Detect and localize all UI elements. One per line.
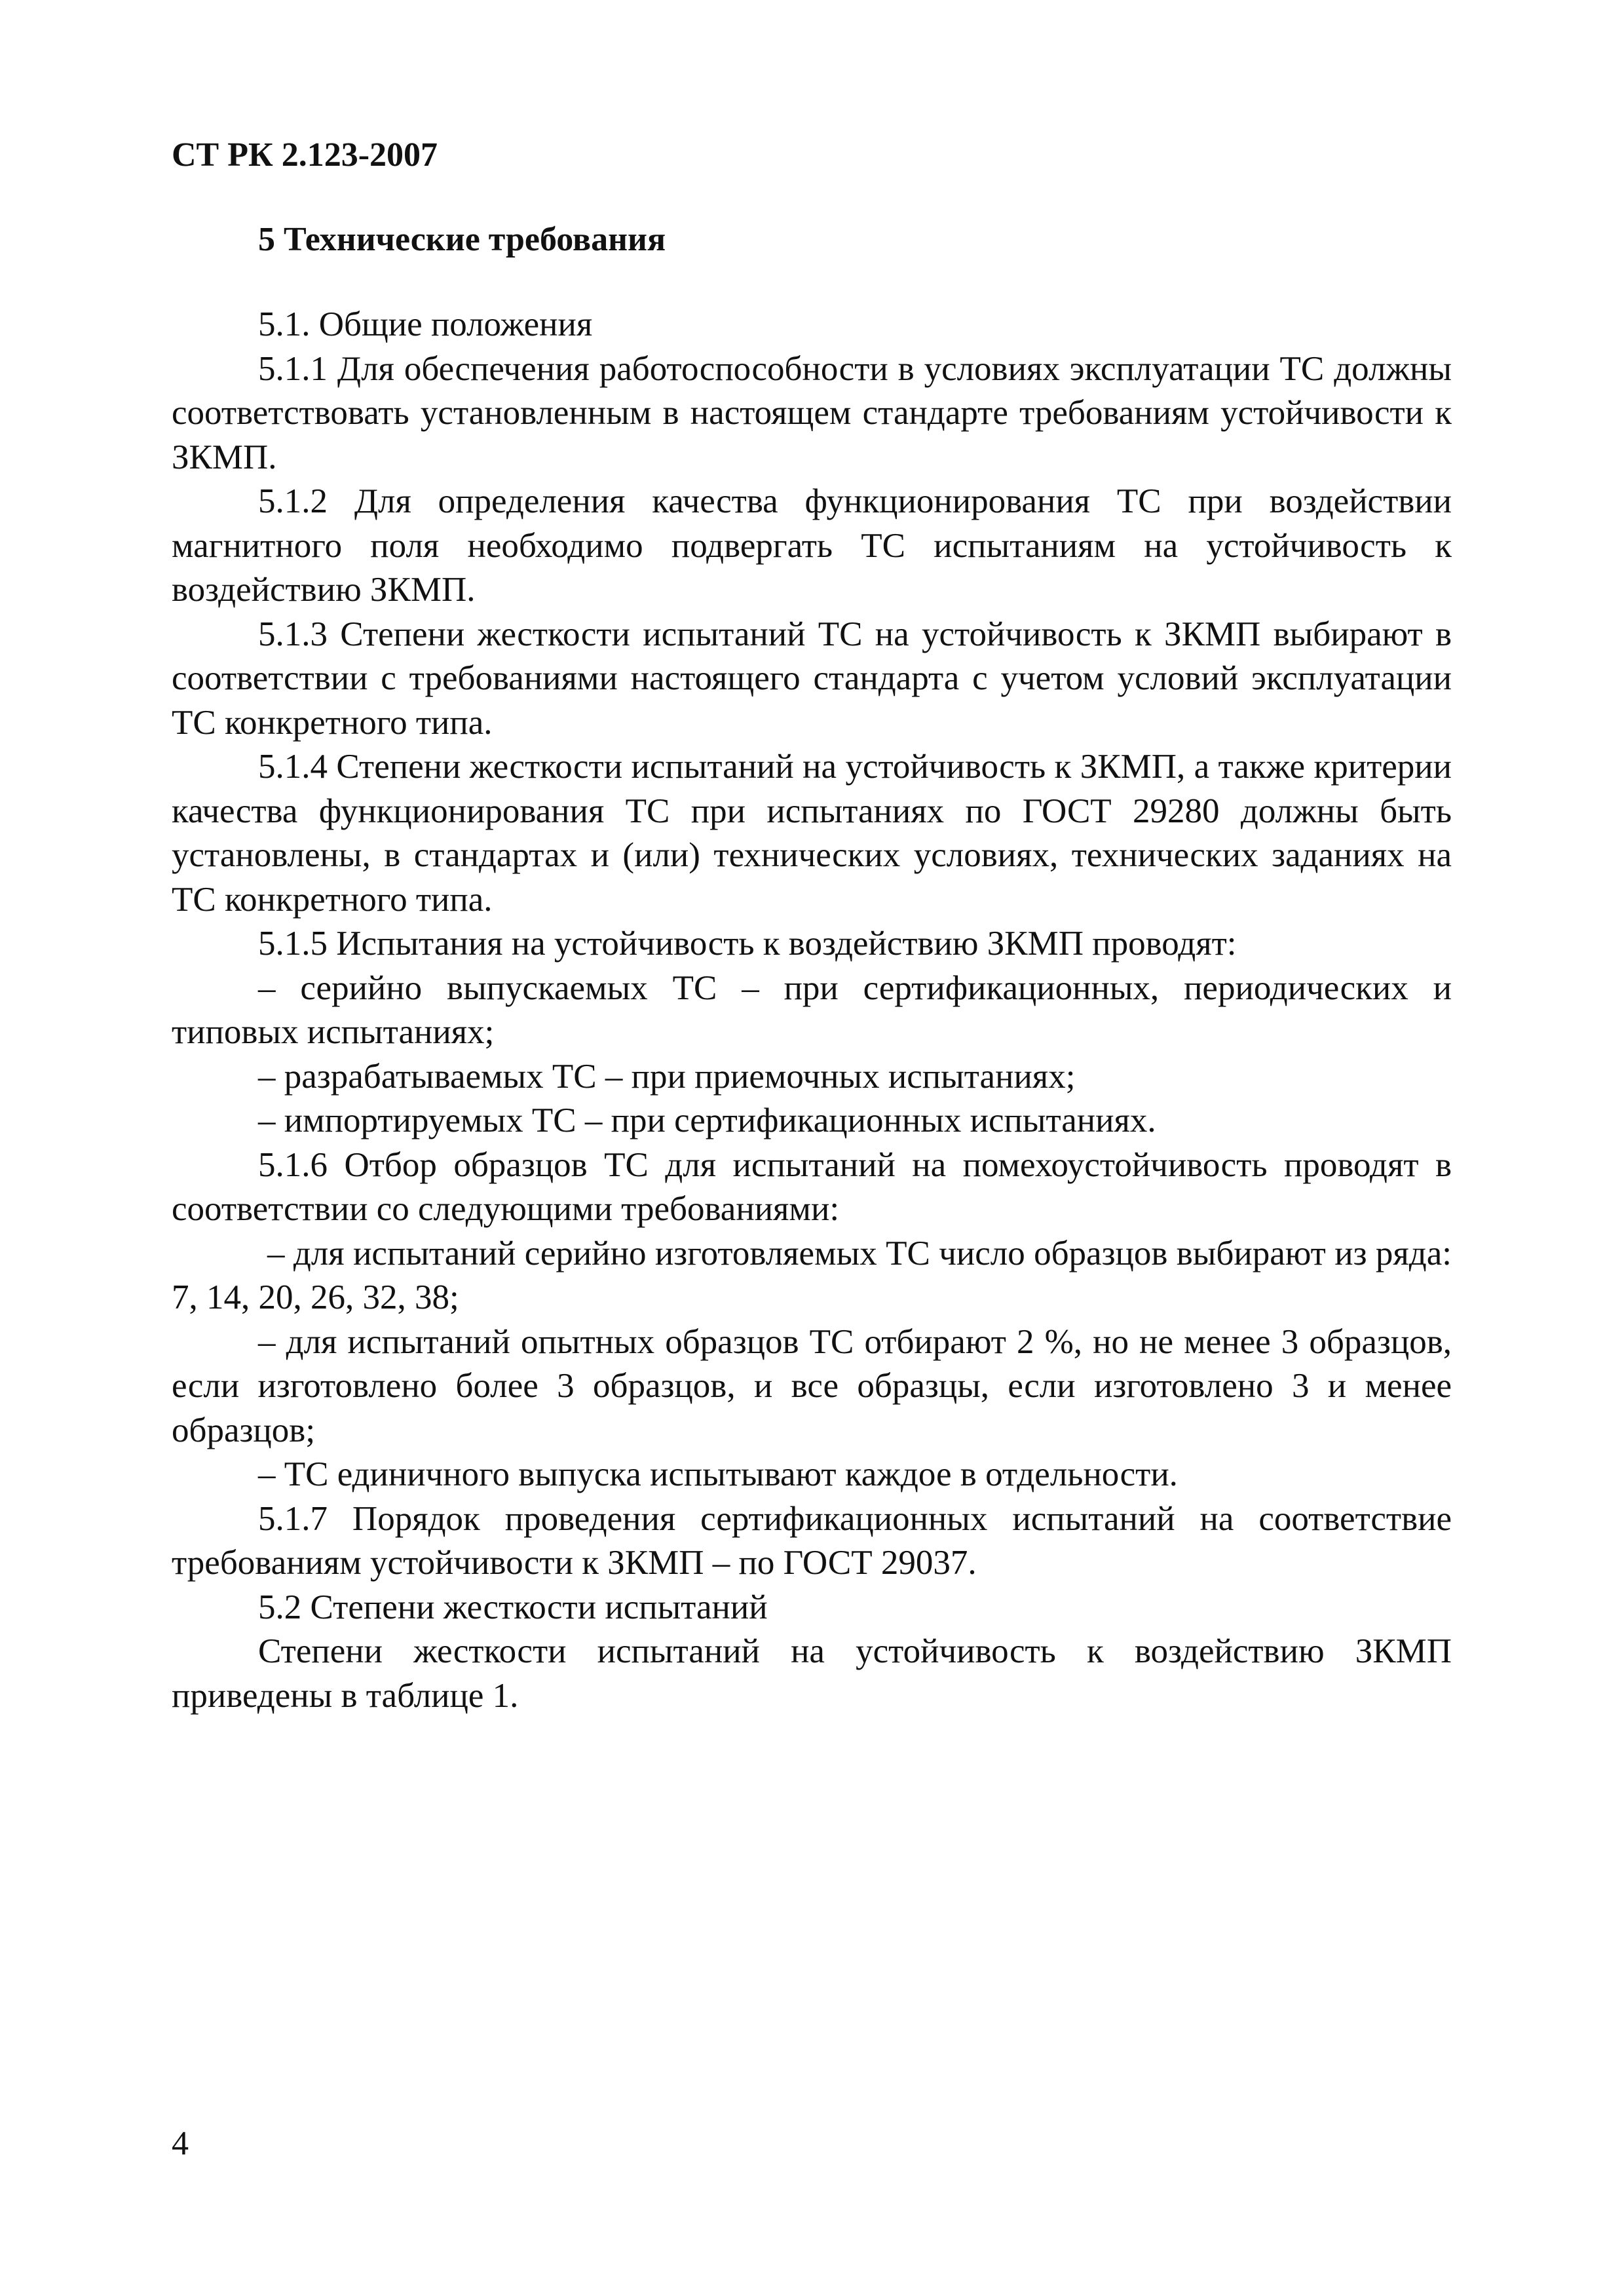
paragraph-5-1-5: 5.1.5 Испытания на устойчивость к воздействию ЗКМП проводят: xyxy=(258,925,1237,963)
section-title: 5 Технические требования xyxy=(258,221,666,258)
list-item: – импортируемых ТС – при сертификационных испытаниях. xyxy=(258,1101,1156,1139)
list-item: – разрабатываемых ТС – при приемочных испытаниях; xyxy=(258,1057,1076,1096)
paragraph-5-1-7: 5.1.7 Порядок проведения сертификационных испытаний на соответствие требованиям устойчивости к ЗКМП – по ГОСТ 29037. xyxy=(172,1499,1452,1582)
paragraph-table-reference: Степени жесткости испытаний на устойчивость к воздействию ЗКМП приведены в таблице 1. xyxy=(172,1632,1452,1715)
paragraph-5-1-6: 5.1.6 Отбор образцов ТС для испытаний на помехоустойчивость проводят в соответствии со следующими требованиями: xyxy=(172,1145,1452,1228)
paragraph-5-2: 5.2 Степени жесткости испытаний xyxy=(258,1588,768,1626)
body-text xyxy=(172,303,1452,1718)
list-item: – ТС единичного выпуска испытывают каждое в отдельности. xyxy=(258,1455,1178,1493)
page-number: 4 xyxy=(172,2125,189,2162)
paragraph-5-1-2: 5.1.2 Для определения качества функционирования ТС при воздействии магнитного поля необходимо подвергать ТС испытаниям на устойчивость к воздействию ЗКМП. xyxy=(172,482,1452,609)
paragraph-5-1-1: 5.1.1 Для обеспечения работоспособности в условиях эксплуатации ТС должны соответствовать установленным в настоящем стандарте требованиям устойчивости к ЗКМП. xyxy=(172,349,1452,476)
paragraph-5-1-4: 5.1.4 Степени жесткости испытаний на устойчивость к ЗКМП, а также критерии качества функционирования ТС при испытаниях по ГОСТ 29280 должны быть установлены, в стандартах и (или) технических условиях, технических заданиях на ТС конкретного типа. xyxy=(172,748,1452,919)
document-code: СТ РК 2.123-2007 xyxy=(172,136,438,174)
paragraph-5-1-3: 5.1.3 Степени жесткости испытаний ТС на устойчивость к ЗКМП выбирают в соответствии с требованиями настоящего стандарта с учетом условий эксплуатации ТС конкретного типа. xyxy=(172,615,1452,742)
paragraph-5-1: 5.1. Общие положения xyxy=(258,305,593,343)
list-item: – для испытаний серийно изготовляемых ТС число образцов выбирают из ряда: 7, 14, 20, 26, 32, 38; xyxy=(172,1234,1452,1316)
list-item: – серийно выпускаемых ТС – при сертификационных, периодических и типовых испытаниях; xyxy=(172,968,1452,1051)
list-item: – для испытаний опытных образцов ТС отбирают 2 %, но не менее 3 образцов, если изготовлено более 3 образцов, и все образцы, если изготовлено 3 и менее образцов; xyxy=(172,1322,1452,1449)
